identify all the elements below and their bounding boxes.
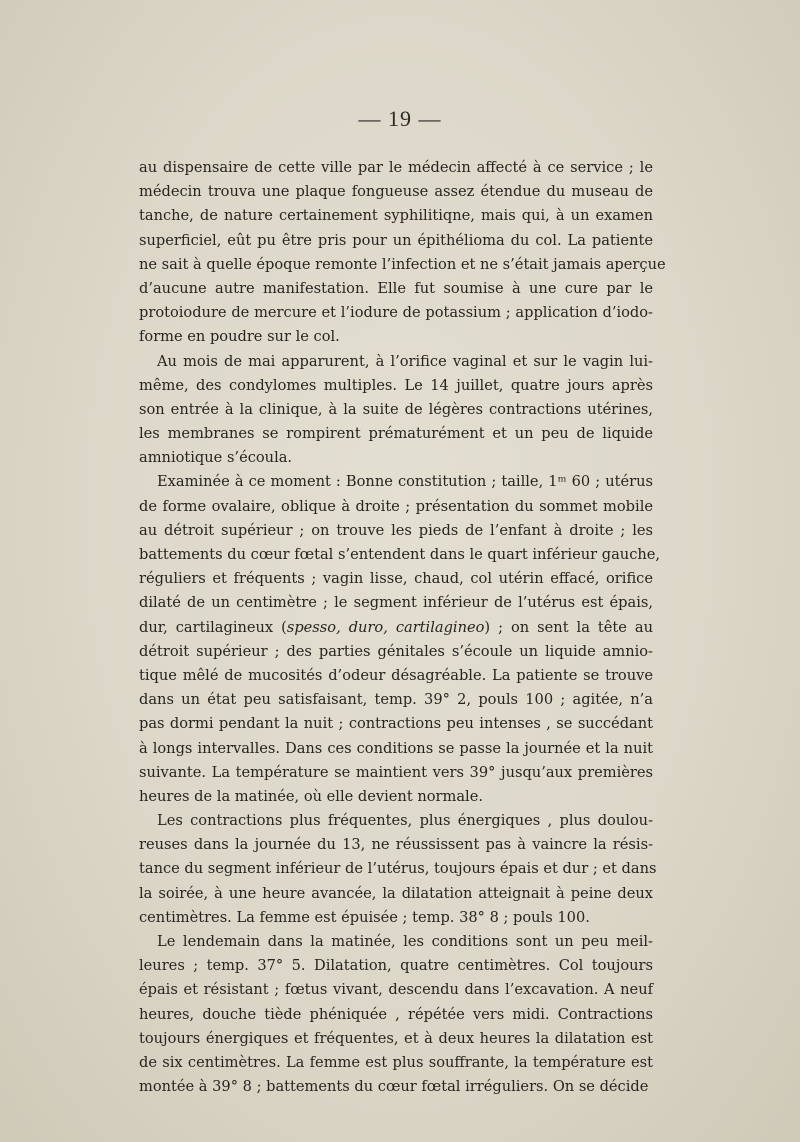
text-line: reuses dans la journée du 13, ne réussissent pas à vaincre la résis- [139,836,653,854]
paragraph [139,350,653,471]
text-line: pas dormi pendant la nuit ; contractions peu intenses , se succédant [139,715,653,733]
text-line: amniotique s’écoula. [139,449,293,467]
text-line: Examinée à ce moment : Bonne constitution ; taille, 1ᵐ 60 ; utérus [157,473,653,491]
text-line: tanche, de nature certainement syphilitiqne, mais qui, à un examen [139,207,653,225]
text-line: tance du segment inférieur de l’utérus, toujours épais et dur ; et dans [139,860,657,878]
text-line: ne sait à quelle époque remonte l’infection et ne s’était jamais aperçue [139,255,666,273]
text-line: Les contractions plus fréquentes, plus énergiques , plus doulou- [157,812,653,830]
text-line: Le lendemain dans la matinée, les conditions sont un peu meil- [157,933,653,950]
text-line: montée à 39° 8 ; battements du cœur fœtal irréguliers. On se décide [139,1078,649,1096]
text-line: dur, cartilagineux (spesso, duro, cartilagineo) ; on sent la tête au [139,618,653,636]
text-line: réguliers et fréquents ; vagin lisse, chaud, col utérin effacé, orifice [139,570,653,588]
paragraph [139,156,666,350]
text-line: à longs intervalles. Dans ces conditions se passe la journée et la nuit [139,739,653,757]
text-line: détroit supérieur ; des parties génitales s’écoule un liquide amnio- [139,642,653,660]
text-line: centimètres. La femme est épuisée ; temp. 38° 8 ; pouls 100. [139,908,590,926]
text-line: son entrée à la clinique, à la suite de légères contractions utérines, [139,400,653,418]
text-line: toujours énergiques et fréquentes, et à deux heures la dilatation est [139,1029,653,1047]
text-line: protoiodure de mercure et l’iodure de potassium ; application d’iodo- [139,304,653,322]
text-line: la soirée, à une heure avancée, la dilatation atteignait à peine deux [139,884,653,902]
text-line: épais et résistant ; fœtus vivant, descendu dans l’excavation. A neuf [139,981,653,999]
italian-term: spesso, duro, cartilagineo [286,618,485,636]
text-line: médecin trouva une plaque fongueuse assez étendue du museau de [139,183,653,201]
body-text [139,156,666,1099]
text-line: au détroit supérieur ; on trouve les pieds de l’enfant à droite ; les [139,521,653,539]
text-line: Au mois de mai apparurent, à l’orifice vaginal et sur le vagin lui- [157,352,653,370]
text-line: les membranes se rompirent prématurément et un peu de liquide [139,425,653,443]
text-line: de six centimètres. La femme est plus souffrante, la température est [139,1053,653,1071]
text-line: suivante. La température se maintient vers 39° jusqu’aux premières [139,763,653,781]
text-line: heures de la matinée, où elle devient normale. [139,787,483,805]
paragraph [139,470,661,809]
text-line: heures, douche tiède phéniquée , répétée vers midi. Contractions [139,1005,653,1023]
text-line: au dispensaire de cette ville par le médecin affecté à ce service ; le [139,159,653,176]
text-line: d’aucune autre manifestation. Elle fut soumise à une cure par le [139,279,653,297]
text-line: tique mêlé de mucosités d’odeur désagréable. La patiente se trouve [139,666,653,684]
text-line: battements du cœur fœtal s’entendent dans le quart inférieur gauche, [139,546,661,563]
text-line: dans un état peu satisfaisant, temp. 39° 2, pouls 100 ; agitée, n’a [139,691,653,709]
text-line: leures ; temp. 37° 5. Dilatation, quatre centimètres. Col toujours [139,957,653,975]
text-line: superficiel, eût pu être pris pour un épithélioma du col. La patiente [139,231,653,249]
page-number: — 19 — [358,106,442,131]
text-line: forme en poudre sur le col. [139,328,340,346]
paragraph [139,930,653,1099]
paragraph [139,809,657,930]
text-line: de forme ovalaire, oblique à droite ; présentation du sommet mobile [139,497,653,515]
text-line: même, des condylomes multiples. Le 14 juillet, quatre jours après [139,376,653,394]
text-line: dilaté de un centimètre ; le segment inférieur de l’utérus est épais, [139,594,653,612]
